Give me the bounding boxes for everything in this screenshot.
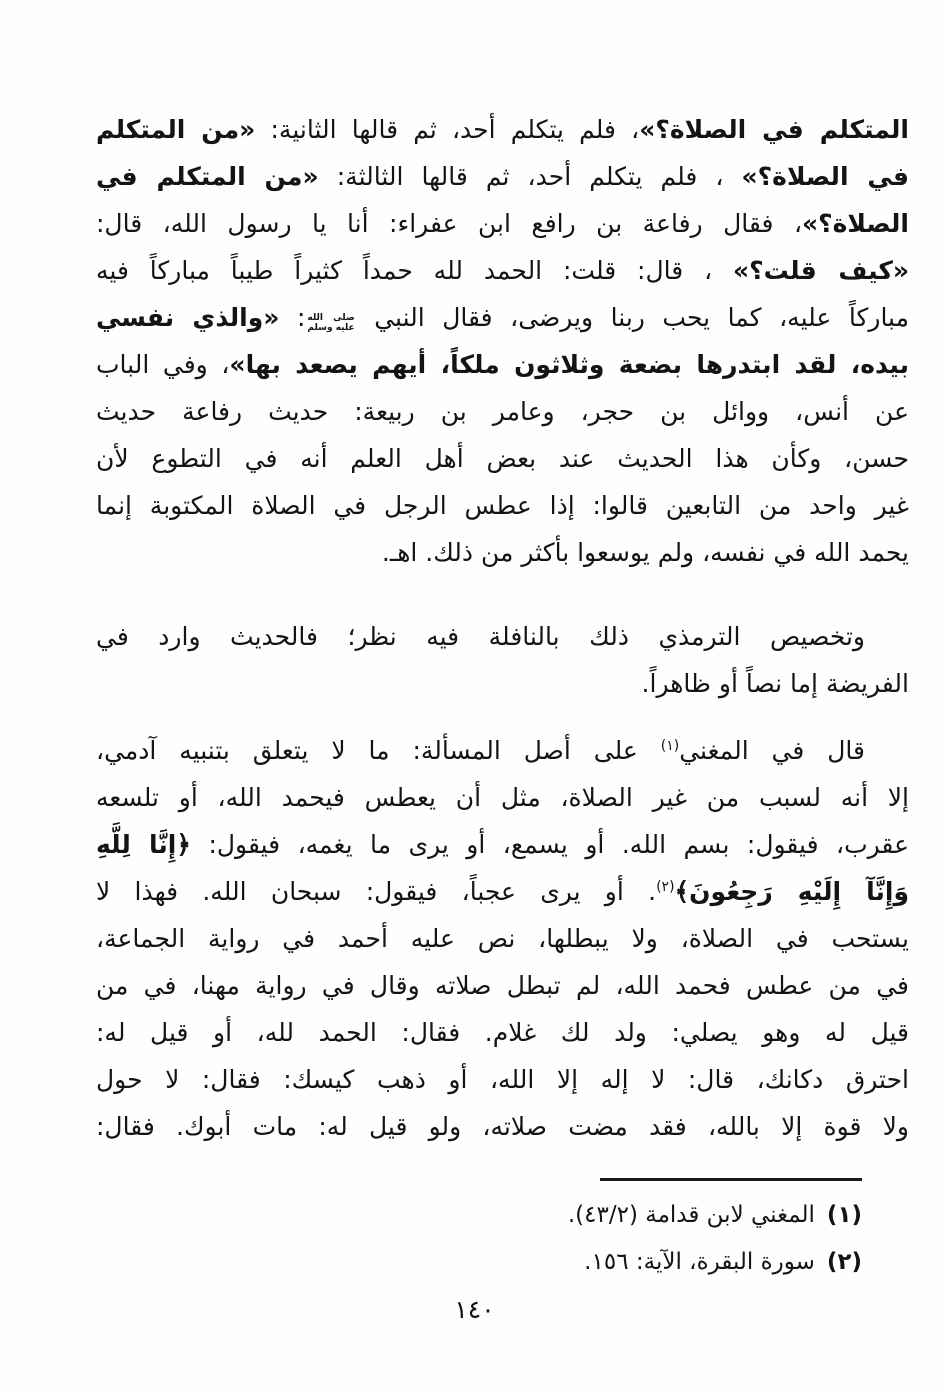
footnote-item [72, 1239, 862, 1286]
text-segment: قال في المغني [679, 736, 865, 765]
text-line [96, 153, 909, 200]
text-line [96, 1009, 909, 1056]
text-segment: قيل له وهو يصلي: ولد لك غلام. فقال: الحمد لله، أو قيل له: [96, 1018, 909, 1047]
footnote-item [72, 1192, 862, 1239]
text-line [96, 915, 909, 962]
text-line [96, 821, 909, 868]
hadith-quote-segment: «كيف قلت؟» [733, 256, 910, 285]
text-segment: يستحب في الصلاة، ولا يبطلها، نص عليه أحمد في رواية الجماعة، [96, 924, 909, 953]
text-line [96, 435, 909, 482]
text-segment: ، وفي الباب [96, 350, 230, 379]
text-line [96, 962, 909, 1009]
paragraph-1 [96, 106, 909, 576]
quran-verse-segment: ﴿إِنَّا لِلَّهِ [96, 830, 191, 859]
hadith-quote-segment: في الصلاة؟» [741, 162, 909, 191]
text-segment: عقرب، فيقول: بسم الله. أو يسمع، أو يرى ما يغمه، فيقول: [190, 830, 909, 859]
paragraph-2 [96, 613, 909, 707]
page-number: ١٤٠ [454, 1295, 495, 1324]
footnote-separator [600, 1178, 862, 1181]
pbuh-symbol-line: عليه وسلم [307, 323, 355, 333]
text-line [96, 774, 909, 821]
hadith-quote-segment: «من المتكلم [96, 115, 256, 144]
hadith-quote-segment: «والذي نفسي [96, 303, 280, 332]
hadith-quote-segment: المتكلم في الصلاة؟» [639, 115, 909, 144]
hadith-quote-segment: «من المتكلم في [96, 162, 319, 191]
footnote-list [72, 1192, 862, 1286]
text-line [96, 341, 909, 388]
text-segment: ، فقال رفاعة بن رافع ابن عفراء: أنا يا رسول الله، قال: [96, 209, 803, 238]
hadith-quote-segment: الصلاة؟» [802, 209, 909, 238]
text-segment: ، فلم يتكلم أحد، ثم قالها الثانية: [255, 115, 640, 144]
text-line [96, 727, 909, 774]
paragraph-3 [96, 727, 909, 1150]
text-segment: على أصل المسألة: ما لا يتعلق بتنبيه آدمي، [96, 736, 661, 765]
hadith-quote-segment: بيده، لقد ابتدرها بضعة وثلاثون ملكاً، أيهم يصعد بها» [229, 350, 909, 379]
text-segment: مباركاً عليه، كما يحب ربنا ويرضى، فقال النبي [356, 303, 909, 332]
text-line [96, 482, 909, 529]
text-line [96, 388, 909, 435]
text-segment: في من عطس فحمد الله، لم تبطل صلاته وقال في رواية مهنا، في من [96, 971, 909, 1000]
text-line [96, 247, 909, 294]
footnote-text: سورة البقرة، الآية: ١٥٦. [584, 1249, 815, 1275]
text-segment: حسن، وكأن هذا الحديث عند بعض أهل العلم أنه في التطوع لأن [96, 444, 909, 473]
text-segment: ولا قوة إلا بالله، فقد مضت صلاته، ولو قيل له: مات أبوك. فقال: [96, 1112, 909, 1141]
text-line [96, 660, 909, 707]
footnote-marker: (٢) [826, 1249, 862, 1275]
text-segment: ، قال: قلت: الحمد لله حمداً كثيراً طيباً مباركاً فيه [96, 256, 734, 285]
footnote-reference: (٢) [656, 879, 675, 895]
text-line [96, 106, 909, 153]
text-segment: غير واحد من التابعين قالوا: إذا عطس الرجل في الصلاة المكتوبة إنما [96, 491, 909, 520]
text-segment: : [279, 303, 306, 332]
footnote-marker: (١) [826, 1202, 862, 1228]
quran-verse-segment: وَإِنَّآ إِلَيْهِ رَجِعُونَ﴾ [674, 877, 909, 906]
text-segment: عن أنس، ووائل بن حجر، وعامر بن ربيعة: حديث رفاعة حديث [96, 397, 909, 426]
text-line [96, 200, 909, 247]
text-line [96, 1056, 909, 1103]
text-segment: إلا أنه لسبب من غير الصلاة، مثل أن يعطس فيحمد الله، أو تلسعه [96, 783, 909, 812]
text-segment: ، فلم يتكلم أحد، ثم قالها الثالثة: [318, 162, 742, 191]
footnote-reference: (١) [660, 738, 680, 754]
text-line [96, 529, 909, 576]
text-segment: احترق دكانك، قال: لا إله إلا الله، أو ذهب كيسك: فقال: لا حول [96, 1065, 909, 1094]
text-line [96, 868, 909, 915]
text-segment: يحمد الله في نفسه، ولم يوسعوا بأكثر من ذلك. اهـ. [381, 538, 909, 567]
text-segment: الفريضة إما نصاً أو ظاهراً. [641, 669, 909, 698]
text-segment: . أو يرى عجباً، فيقول: سبحان الله. فهذا لا [96, 877, 657, 906]
text-line [96, 613, 909, 660]
pbuh-symbol-line: صلى الله [307, 313, 355, 323]
pbuh-symbol [307, 313, 354, 333]
text-line [96, 294, 909, 341]
footnote-text: المغني لابن قدامة (٤٣/٢). [567, 1202, 815, 1228]
text-segment: وتخصيص الترمذي ذلك بالنافلة فيه نظر؛ فالحديث وارد في [96, 622, 865, 651]
text-line [96, 1103, 909, 1150]
